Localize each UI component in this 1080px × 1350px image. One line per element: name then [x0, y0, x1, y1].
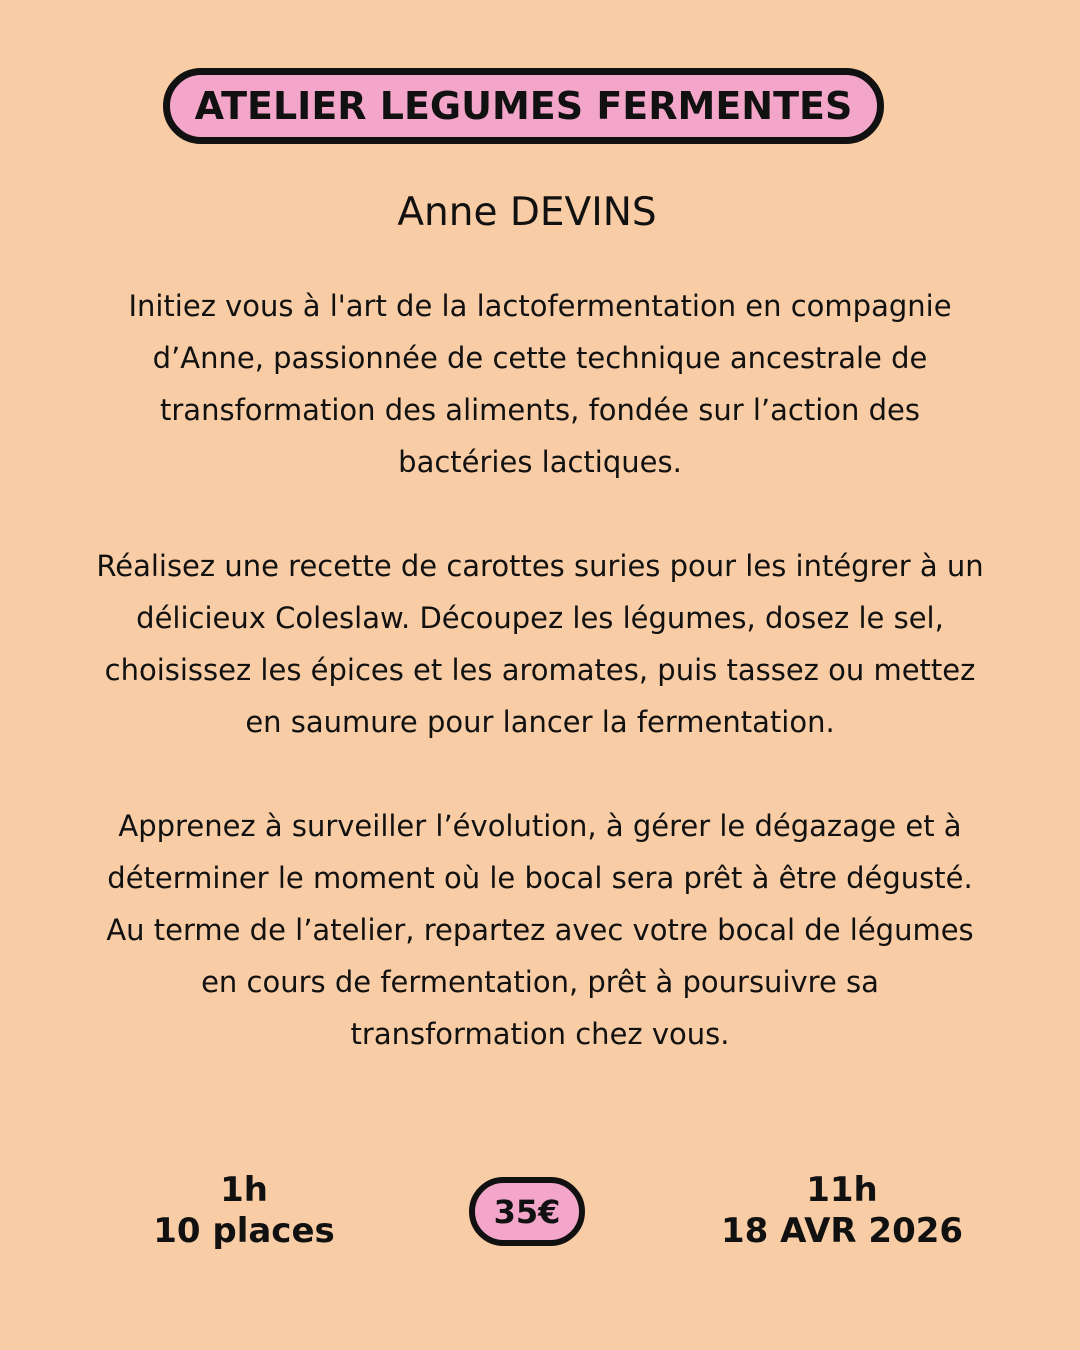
- page-title: ATELIER LEGUMES FERMENTES: [194, 84, 853, 128]
- price-badge: [469, 1177, 585, 1246]
- price: 35€: [493, 1192, 561, 1231]
- places: 10 places: [153, 1211, 335, 1251]
- description: [90, 280, 990, 1060]
- title-badge: [163, 68, 884, 144]
- date: 18 AVR 2026: [720, 1211, 964, 1251]
- duration: 1h: [220, 1170, 268, 1210]
- time-date-block: [692, 1170, 992, 1252]
- author-name: Anne DEVINS: [397, 190, 657, 235]
- time: 11h: [806, 1170, 878, 1210]
- description-paragraph: Apprenez à surveiller l’évolution, à gérer le dégazage et à déterminer le moment où le bocal sera prêt à être dégusté. Au terme de l’atelier, repartez avec votre bocal de légumes en cours de fermentation, prêt à poursuivre sa transformation chez vous.: [106, 809, 974, 1051]
- duration-places-block: [124, 1170, 364, 1252]
- description-paragraph: Initiez vous à l'art de la lactofermentation en compagnie d’Anne, passionnée de cette technique ancestrale de transformation des aliments, fondée sur l’action des bactéries lactiques.: [128, 289, 952, 479]
- description-paragraph: Réalisez une recette de carottes suries pour les intégrer à un délicieux Coleslaw. Découpez les légumes, dosez le sel, choisissez les épices et les aromates, puis tassez ou mettez en saumure pour lancer la fermentation.: [96, 549, 984, 739]
